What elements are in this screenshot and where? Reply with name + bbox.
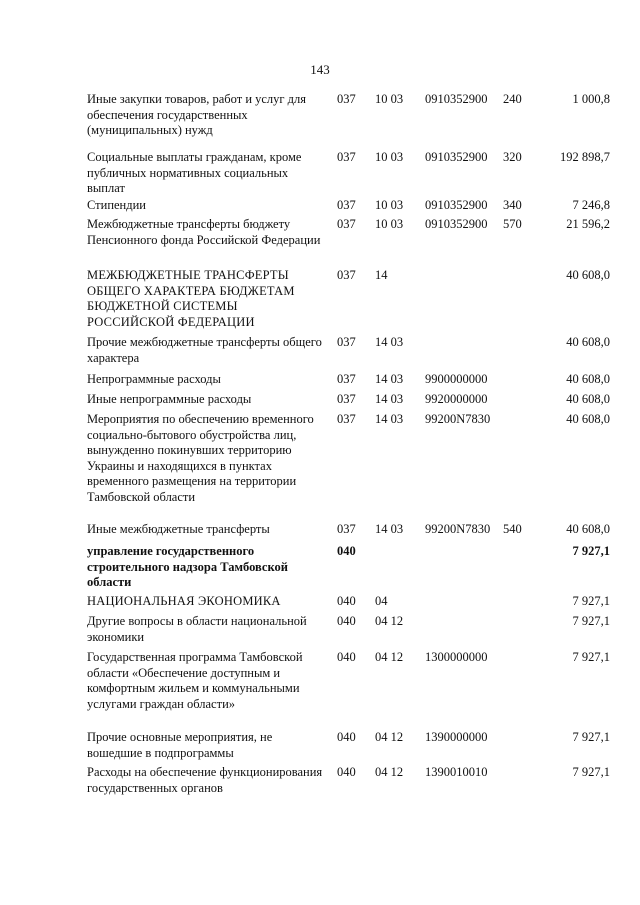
row-section-code: 14 03: [375, 335, 404, 349]
row-amount: 7 927,1: [572, 765, 610, 779]
row-target-code: 1390000000: [425, 730, 488, 744]
table-row-department: [0, 544, 640, 594]
row-target-code: 9920000000: [425, 392, 488, 406]
table-row: [0, 614, 640, 650]
row-amount: 7 927,1: [572, 544, 610, 558]
row-target-code: 9900000000: [425, 372, 488, 386]
row-admin-code: 037: [337, 92, 356, 106]
table-row-section: [0, 268, 640, 335]
row-name: Государственная программа Тамбовской области «Обеспечение доступным и комфортным жильем и коммунальными услугами граждан области»: [87, 650, 303, 711]
row-section-code: 14 03: [375, 392, 404, 406]
table-row: [0, 730, 640, 765]
row-name: Иные межбюджетные трансферты: [87, 522, 270, 536]
row-section-code: 10 03: [375, 198, 404, 212]
row-section-code: 14 03: [375, 522, 404, 536]
row-target-code: 0910352900: [425, 217, 488, 231]
row-target-code: 1390010010: [425, 765, 488, 779]
row-name: Прочие основные мероприятия, не вошедшие в подпрограммы: [87, 730, 273, 760]
table-row-section: [0, 594, 640, 614]
row-amount: 40 608,0: [566, 522, 610, 536]
table-row: [0, 392, 640, 412]
row-amount: 21 596,2: [566, 217, 610, 231]
row-amount: 7 246,8: [572, 198, 610, 212]
page-number: 143: [310, 62, 330, 77]
table-row: [0, 217, 640, 268]
table-row: [0, 412, 640, 522]
row-amount: 40 608,0: [566, 392, 610, 406]
row-amount: 192 898,7: [560, 150, 610, 164]
row-name: Стипендии: [87, 198, 146, 212]
row-name: Мероприятия по обеспечению временного социально-бытового обустройства лиц, вынужденно покинувших территорию Украины и находящихся в пунктах временного размещения на территории Тамбовской области: [87, 412, 314, 504]
row-target-code: 0910352900: [425, 150, 488, 164]
row-target-code: 1300000000: [425, 650, 488, 664]
row-name: Иные закупки товаров, работ и услуг для обеспечения государственных (муниципальных) нужд: [87, 92, 307, 137]
row-expense-kind: 570: [503, 217, 522, 231]
row-admin-code: 040: [337, 614, 356, 628]
row-amount: 7 927,1: [572, 594, 610, 608]
row-section-code: 10 03: [375, 217, 404, 231]
row-section-code: 14: [375, 268, 388, 282]
row-section-code: 04 12: [375, 650, 404, 664]
table-row: [0, 765, 640, 817]
row-name: Расходы на обеспечение функционирования государственных органов: [87, 765, 323, 795]
table-row: [0, 150, 640, 198]
row-amount: 40 608,0: [566, 268, 610, 282]
row-expense-kind: 240: [503, 92, 522, 106]
row-amount: 40 608,0: [566, 372, 610, 386]
row-admin-code: 037: [337, 268, 356, 282]
row-name: Прочие межбюджетные трансферты общего характера: [87, 335, 322, 365]
table-row: [0, 650, 640, 730]
row-section-code: 04 12: [375, 730, 404, 744]
table-row: [0, 372, 640, 392]
table-row: [0, 92, 640, 150]
row-amount: 1 000,8: [572, 92, 610, 106]
row-admin-code: 040: [337, 650, 356, 664]
budget-table: [0, 92, 640, 817]
row-section-code: 10 03: [375, 150, 404, 164]
row-amount: 7 927,1: [572, 730, 610, 744]
row-target-code: 99200N7830: [425, 412, 491, 426]
row-admin-code: 037: [337, 412, 356, 426]
row-admin-code: 040: [337, 544, 356, 558]
row-admin-code: 037: [337, 522, 356, 536]
row-name: МЕЖБЮДЖЕТНЫЕ ТРАНСФЕРТЫ ОБЩЕГО ХАРАКТЕРА БЮДЖЕТАМ БЮДЖЕТНОЙ СИСТЕМЫ РОССИЙСКОЙ ФЕДЕРАЦИИ: [87, 268, 295, 329]
row-amount: 7 927,1: [572, 650, 610, 664]
row-name: Иные непрограммные расходы: [87, 392, 252, 406]
row-name: Непрограммные расходы: [87, 372, 221, 386]
row-amount: 40 608,0: [566, 335, 610, 349]
row-admin-code: 037: [337, 217, 356, 231]
row-section-code: 14 03: [375, 412, 404, 426]
row-admin-code: 037: [337, 335, 356, 349]
row-target-code: 0910352900: [425, 198, 488, 212]
row-section-code: 14 03: [375, 372, 404, 386]
row-amount: 40 608,0: [566, 412, 610, 426]
row-section-code: 04 12: [375, 614, 404, 628]
row-admin-code: 037: [337, 392, 356, 406]
row-expense-kind: 340: [503, 198, 522, 212]
row-name: управление государственного строительного надзора Тамбовской области: [87, 544, 288, 589]
row-admin-code: 037: [337, 372, 356, 386]
row-expense-kind: 540: [503, 522, 522, 536]
table-row: [0, 198, 640, 217]
row-expense-kind: 320: [503, 150, 522, 164]
row-admin-code: 037: [337, 150, 356, 164]
row-section-code: 04: [375, 594, 388, 608]
row-name: Социальные выплаты гражданам, кроме публичных нормативных социальных выплат: [87, 150, 302, 195]
row-name: Другие вопросы в области национальной экономики: [87, 614, 307, 644]
row-name: Межбюджетные трансферты бюджету Пенсионного фонда Российской Федерации: [87, 217, 321, 247]
row-section-code: 04 12: [375, 765, 404, 779]
row-name: НАЦИОНАЛЬНАЯ ЭКОНОМИКА: [87, 594, 281, 608]
table-row: [0, 522, 640, 544]
row-admin-code: 040: [337, 594, 356, 608]
row-section-code: 10 03: [375, 92, 404, 106]
table-row: [0, 335, 640, 372]
row-admin-code: 040: [337, 730, 356, 744]
row-admin-code: 040: [337, 765, 356, 779]
row-target-code: 0910352900: [425, 92, 488, 106]
row-admin-code: 037: [337, 198, 356, 212]
row-amount: 7 927,1: [572, 614, 610, 628]
row-target-code: 99200N7830: [425, 522, 491, 536]
